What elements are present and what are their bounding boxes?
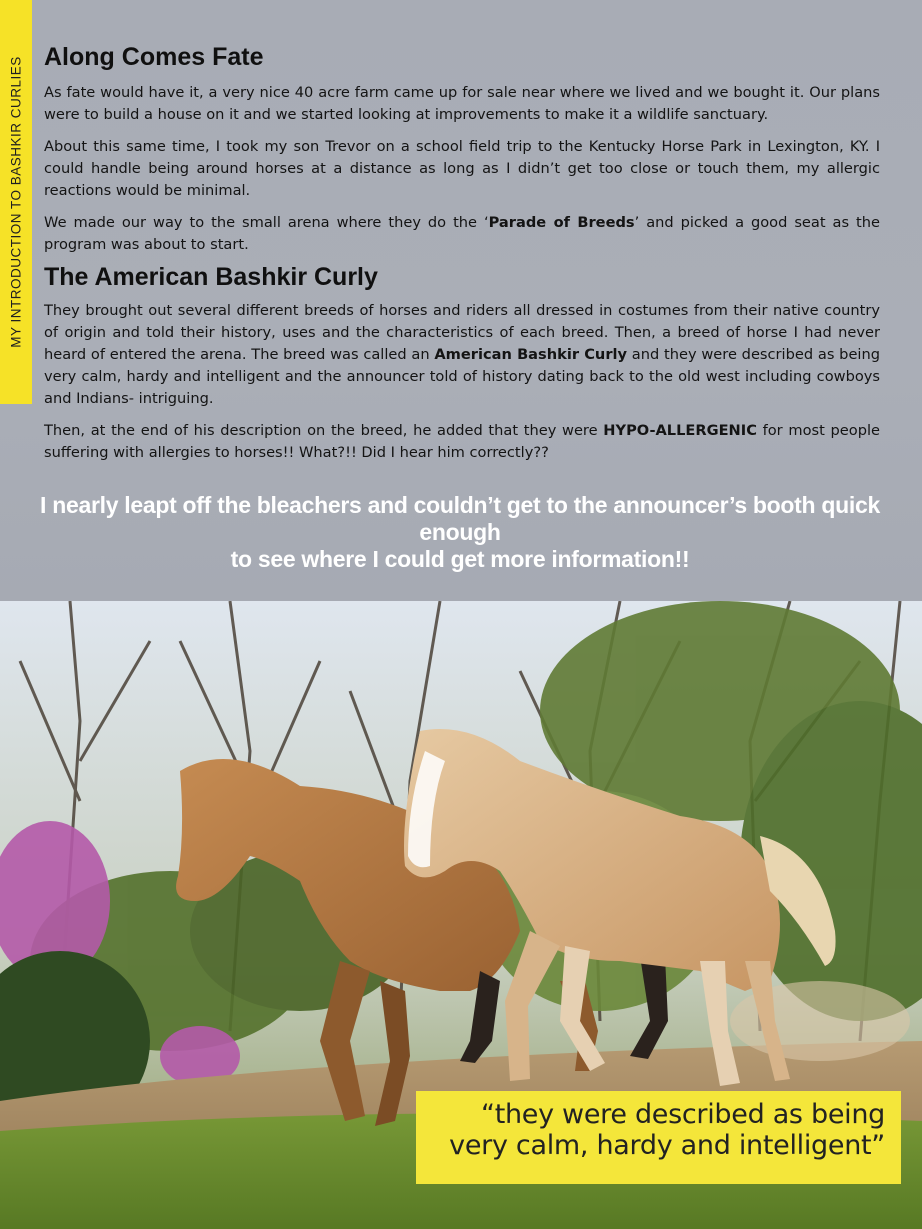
bold-run: Parade of Breeds bbox=[488, 214, 635, 231]
text-run: They brought out several different breeds of horses and riders all dressed in costumes from their native country of origin and told their history, uses and the characteristics of each breed. Then, a breed of horse I had never heard of entered the arena. The breed was called an bbox=[44, 302, 880, 363]
text-run: ’ and picked a good seat as the program was about to start. bbox=[44, 214, 880, 253]
pull-quote bbox=[416, 1091, 901, 1184]
paragraph bbox=[44, 300, 880, 410]
paragraph: As fate would have it, a very nice 40 acre farm came up for sale near where we lived and we bought it. Our plans were to build a house on it and we started looking at improvements to make it a wildlife sanctuary. bbox=[44, 84, 880, 123]
heading-american-bashkir-curly: The American Bashkir Curly bbox=[44, 263, 378, 291]
callout-line: to see where I could get more information!! bbox=[230, 546, 690, 572]
paragraph bbox=[44, 212, 880, 256]
quote-line: “they were described as being bbox=[481, 1099, 885, 1130]
section-tab-label: MY INTRODUCTION TO BASHKIR CURLIES bbox=[8, 56, 24, 348]
pull-quote-text bbox=[449, 1099, 885, 1161]
bold-run: American Bashkir Curly bbox=[434, 346, 628, 363]
article-body bbox=[44, 40, 880, 474]
pull-callout bbox=[30, 492, 890, 573]
text-run: We made our way to the small arena where they do the ‘ bbox=[44, 214, 489, 231]
bold-run: HYPO-ALLERGENIC bbox=[603, 422, 757, 439]
text-run: Then, at the end of his description on the breed, he added that they were bbox=[44, 422, 604, 439]
text-run: for most people suffering with allergies to horses!! What?!! Did I hear him correctly?? bbox=[44, 422, 880, 461]
quote-line: very calm, hardy and intelligent” bbox=[449, 1130, 885, 1161]
callout-line: I nearly leapt off the bleachers and couldn’t get to the announcer’s booth quick enough bbox=[40, 492, 880, 545]
heading-along-comes-fate: Along Comes Fate bbox=[44, 43, 264, 71]
text-run: and they were described as being very calm, hardy and intelligent and the announcer told of history dating back to the old west including cowboys and Indians- intriguing. bbox=[44, 346, 880, 407]
section-tab bbox=[0, 0, 32, 404]
paragraph: About this same time, I took my son Trevor on a school field trip to the Kentucky Horse Park in Lexington, KY. I could handle being around horses at a distance as long as I didn’t get too close or touch them, my allergic reactions would be minimal. bbox=[44, 138, 880, 199]
paragraph bbox=[44, 420, 880, 464]
